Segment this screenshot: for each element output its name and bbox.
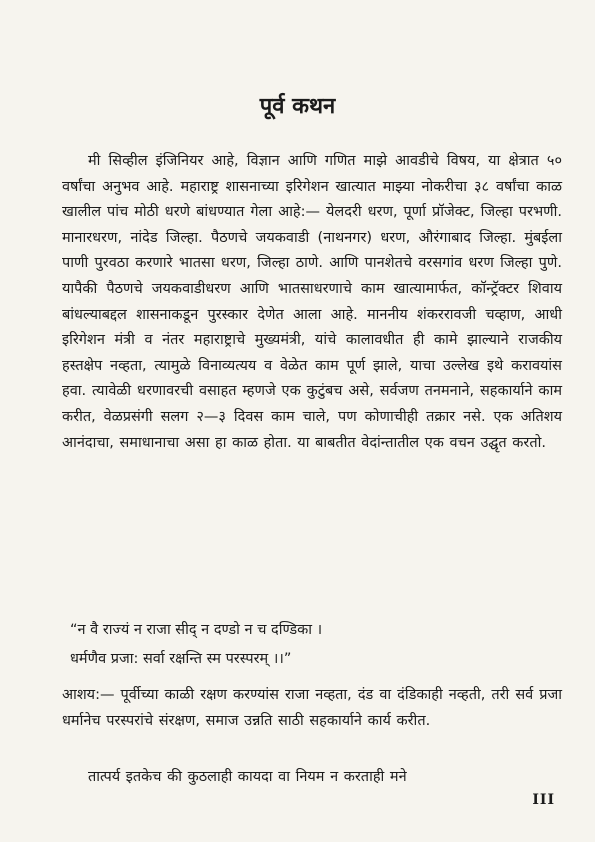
meaning-paragraph: आशय:— पूर्वीच्या काळी रक्षण करण्यांस राजा नव्हता, दंड वा दंडिकाही नव्हती, तरी सर्व प्रजा धर्मानेच परस्परांचे संरक्षण, समाज उन्नति साठी सहकार्याने कार्य करीत. (62, 687, 562, 729)
sanskrit-verse-line-2: धर्मणैव प्रजा: सर्वा रक्षन्ति स्म परस्परम् ।।” (70, 651, 292, 667)
intro-paragraph: मी सिव्हील इंजिनियर आहे, विज्ञान आणि गणित माझे आवडीचे विषय, या क्षेत्रात ५० वर्षांचा अनुभव आहे. महाराष्ट्र शासनाच्या इरिगेशन खात्यात माझ्या नोकरीचा ३८ वर्षांचा काळ खालील पांच मोठी धरणे बांधण्यात गेला आहे:— येलदरी धरण, पूर्णा प्रॉजेक्ट, जिल्हा परभणी. मानारधरण, नांदेड जिल्हा. पैठणचे जयकवाडी (नाथनगर) धरण, औरंगाबाद जिल्हा. मुंबईला पाणी पुरवठा करणारे भातसा धरण, जिल्हा ठाणे. आणि पानशेतचे वरसगांव धरण जिल्हा पुणे. यापैकी पैठणचे जयकवाडीधरण आणि भातसाधरणाचे काम खात्यामार्फत, कॉन्ट्रॅक्टर शिवाय बांधल्याबद्दल शासनाकडून पुरस्कार देणेत आला आहे. माननीय शंकररावजी चव्हाण, आधी इरिगेशन मंत्री व नंतर महाराष्ट्राचे मुख्यमंत्री, यांचे कालावधीत ही कामे झाल्याने राजकीय हस्तक्षेप नव्हता, त्यामुळे विनाव्यत्यय व वेळेत काम पूर्ण झाले, याचा उल्लेख इथे करावयांस हवा. त्यावेळी धरणावरची वसाहत म्हणजे एक कुटुंबच असे, सर्वजण तनमनाने, सहकार्याने काम करीत, वेळप्रसंगी सलग २—३ दिवस काम चाले, पण कोणाचीही तक्रार नसे. एक अतिशय आनंदाचा, समाधानाचा असा हा काळ होता. या बाबतीत वेदांन्तातील एक वचन उद्घृत करतो. (62, 153, 562, 451)
sanskrit-verse-line-1: “न वै राज्यं न राजा सीद् न दण्डो न च दण्डिका । (70, 622, 323, 638)
page-title: पूर्व कथन (259, 94, 336, 119)
conclusion-paragraph: तात्पर्य इतकेच की कुठलाही कायदा वा नियम न करताही मने (88, 769, 407, 785)
page-number: III (532, 792, 555, 808)
